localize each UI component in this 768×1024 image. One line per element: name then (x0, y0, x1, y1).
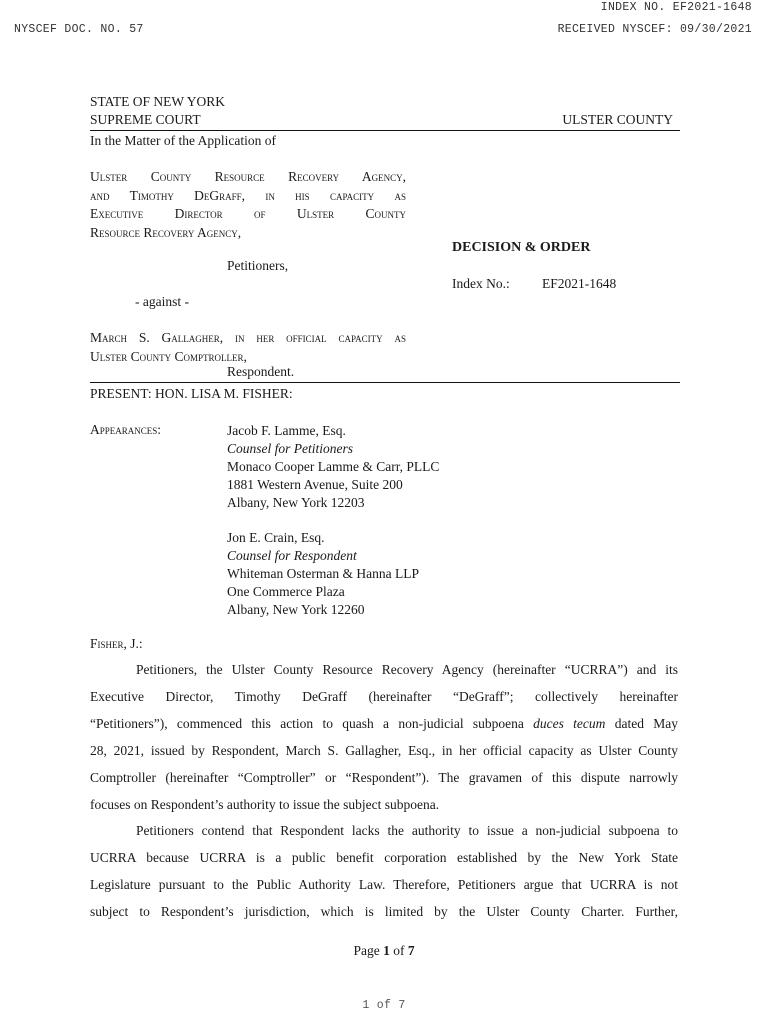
page-footer (0, 943, 768, 959)
body-line: subject to Respondent’s jurisdiction, which is limited by the Ulster County Charter. Further, (90, 904, 678, 919)
page-current: 1 (383, 943, 390, 958)
body-line: Comptroller (hereinafter “Comptroller” or “Respondent”). The gravamen of this dispute narrowly (90, 770, 678, 785)
caption-bottom-rule (90, 382, 680, 383)
respondent-counsel-block (227, 529, 419, 619)
body-line: 28, 2021, issued by Respondent, March S. Gallagher, Esq., in her official capacity as Ulster County (90, 743, 678, 758)
matter-line: In the Matter of the Application of (90, 133, 276, 148)
firm-address: One Commerce Plaza (227, 584, 345, 599)
firm-city: Albany, New York 12203 (227, 495, 365, 510)
appearances-label: Appearances: (90, 422, 162, 437)
petitioners-counsel-block (227, 422, 439, 512)
petitioner-line: Executive Director of Ulster County (90, 206, 406, 221)
state-heading: STATE OF NEW YORK (90, 94, 226, 109)
attorney-name: Jon E. Crain, Esq. (227, 530, 325, 545)
petitioner-line: Ulster County Resource Recovery Agency, (90, 169, 406, 184)
page-of: of (393, 943, 405, 958)
index-label: Index No.: (452, 276, 510, 291)
doc-number-stamp: NYSCEF DOC. NO. 57 (14, 23, 144, 36)
body-line: focuses on Respondent’s authority to issue the subject subpoena. (90, 797, 440, 812)
respondent-block (90, 329, 406, 366)
body-text: “Petitioners”), commenced this action to quash a non-judicial subpoena (90, 716, 524, 731)
judge-heading: Fisher, J.: (90, 636, 143, 651)
court-heading: SUPREME COURT (90, 112, 201, 127)
firm-city: Albany, New York 12260 (227, 602, 365, 617)
body-line: UCRRA because UCRRA is a public benefit corporation established by the New York State (90, 850, 678, 865)
page-total: 7 (407, 943, 415, 958)
body-line: Petitioners, the Ulster County Resource Recovery Agency (hereinafter “UCRRA”) and its (136, 662, 678, 677)
attorney-name: Jacob F. Lamme, Esq. (227, 423, 346, 438)
attorney-role: Counsel for Petitioners (227, 441, 353, 456)
received-stamp: RECEIVED NYSCEF: 09/30/2021 (557, 23, 752, 36)
body-line: Petitioners contend that Respondent lacks the authority to issue a non-judicial subpoena to (136, 823, 678, 838)
body-line: Executive Director, Timothy DeGraff (hereinafter “DeGraff”; collectively hereinafter (90, 689, 678, 704)
body-text: dated May (614, 716, 678, 731)
petitioner-line: Resource Recovery Agency, (90, 224, 242, 240)
decision-title: DECISION & ORDER (452, 240, 591, 255)
caption-top-rule (90, 130, 680, 131)
page-word: Page (353, 943, 380, 958)
respondent-label: Respondent. (227, 364, 295, 379)
firm-name: Monaco Cooper Lamme & Carr, PLLC (227, 459, 440, 474)
body-line: Legislature pursuant to the Public Authority Law. Therefore, Petitioners argue that UCRRA is not (90, 877, 678, 892)
respondent-line: March S. Gallagher, in her official capacity as (90, 330, 406, 345)
body-line (90, 711, 678, 738)
index-number-stamp: INDEX NO. EF2021-1648 (600, 1, 752, 14)
index-value: EF2021-1648 (542, 276, 617, 291)
petitioner-line: and Timothy DeGraff, in his capacity as (90, 187, 406, 203)
against-label: - against - (135, 294, 189, 309)
firm-name: Whiteman Osterman & Hanna LLP (227, 566, 419, 581)
petitioner-block (90, 168, 406, 242)
present-line: PRESENT: HON. LISA M. FISHER: (90, 386, 293, 401)
respondent-line: Ulster County Comptroller, (90, 348, 247, 364)
firm-address: 1881 Western Avenue, Suite 200 (227, 477, 403, 492)
bottom-page-counter: 1 of 7 (362, 999, 406, 1012)
county-heading: ULSTER COUNTY (562, 112, 673, 127)
attorney-role: Counsel for Respondent (227, 548, 357, 563)
body-italic: duces tecum (533, 716, 606, 731)
petitioners-label: Petitioners, (227, 258, 289, 273)
